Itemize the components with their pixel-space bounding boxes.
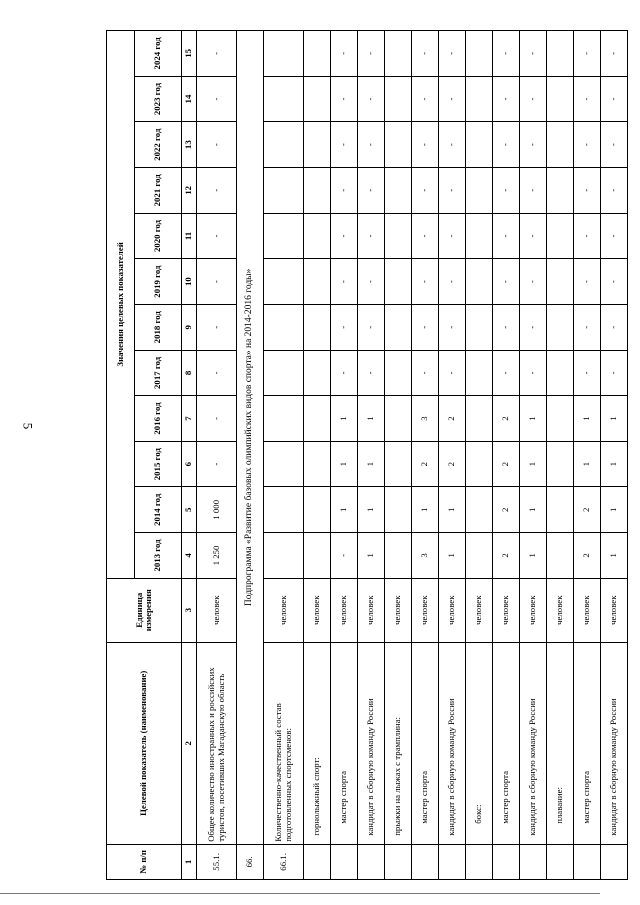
value-cell: - <box>439 122 466 168</box>
value-cell <box>304 168 331 214</box>
column-number: 13 <box>182 122 197 168</box>
value-cell <box>466 213 493 259</box>
value-cell: 1 000 <box>197 487 237 533</box>
value-cell <box>304 304 331 350</box>
value-cell <box>385 441 412 487</box>
value-cell: - <box>197 122 237 168</box>
row-number <box>520 844 547 879</box>
value-cell: - <box>493 168 520 214</box>
table-row <box>520 31 547 880</box>
indicator-name: мастер спорта <box>412 642 439 844</box>
col-header-unit: Единица измерения <box>107 578 182 642</box>
subprogram-row <box>237 31 264 880</box>
value-cell: 1 <box>331 396 358 442</box>
unit-cell: человек <box>466 578 493 642</box>
value-cell <box>385 31 412 77</box>
indicator-name: мастер спорта <box>493 642 520 844</box>
row-number <box>439 844 466 879</box>
row-number <box>547 844 574 879</box>
value-cell <box>264 350 304 396</box>
value-cell <box>385 76 412 122</box>
column-number: 8 <box>182 350 197 396</box>
value-cell: - <box>331 76 358 122</box>
value-cell <box>264 213 304 259</box>
year-header: 2019 год <box>135 259 182 305</box>
value-cell: - <box>574 122 601 168</box>
value-cell: - <box>493 259 520 305</box>
indicators-table <box>106 30 628 880</box>
value-cell <box>547 168 574 214</box>
row-number <box>493 844 520 879</box>
value-cell <box>385 304 412 350</box>
column-number: 15 <box>182 31 197 77</box>
value-cell: 1 <box>331 487 358 533</box>
value-cell: - <box>412 213 439 259</box>
value-cell: - <box>520 259 547 305</box>
column-number: 3 <box>182 578 197 642</box>
value-cell <box>304 76 331 122</box>
row-number <box>304 844 331 879</box>
value-cell: - <box>358 31 385 77</box>
column-number: 7 <box>182 396 197 442</box>
value-cell: 3 <box>412 533 439 579</box>
table-row <box>493 31 520 880</box>
table-row <box>197 31 237 880</box>
value-cell <box>304 213 331 259</box>
value-cell <box>304 350 331 396</box>
value-cell: - <box>439 350 466 396</box>
value-cell <box>264 259 304 305</box>
column-number: 4 <box>182 533 197 579</box>
row-number <box>574 844 601 879</box>
value-cell: 1 <box>358 441 385 487</box>
indicator-name: кандидат в сборную команду России <box>601 642 628 844</box>
indicator-name: Количественно-качественный состав подготовленных спортсменов: <box>264 642 304 844</box>
value-cell: - <box>331 122 358 168</box>
year-header: 2023 год <box>135 76 182 122</box>
value-cell <box>547 441 574 487</box>
value-cell <box>466 396 493 442</box>
value-cell: - <box>493 213 520 259</box>
column-number: 6 <box>182 441 197 487</box>
year-header: 2016 год <box>135 396 182 442</box>
value-cell: - <box>197 350 237 396</box>
value-cell: 1 <box>601 441 628 487</box>
value-cell: - <box>412 304 439 350</box>
row-number <box>601 844 628 879</box>
value-cell <box>547 396 574 442</box>
indicator-name: мастер спорта <box>574 642 601 844</box>
value-cell <box>547 487 574 533</box>
value-cell: 2 <box>574 487 601 533</box>
value-cell: 1 <box>601 396 628 442</box>
year-header: 2013 год <box>135 533 182 579</box>
row-number: 66.1. <box>264 844 304 879</box>
value-cell: - <box>601 259 628 305</box>
value-cell: - <box>601 76 628 122</box>
value-cell: - <box>412 168 439 214</box>
value-cell <box>466 76 493 122</box>
value-cell: 1 <box>331 441 358 487</box>
value-cell: - <box>520 122 547 168</box>
value-cell: - <box>574 259 601 305</box>
value-cell <box>385 259 412 305</box>
value-cell: 2 <box>493 396 520 442</box>
value-cell: - <box>439 213 466 259</box>
unit-cell: человек <box>412 578 439 642</box>
row-number <box>466 844 493 879</box>
column-number: 5 <box>182 487 197 533</box>
table-row <box>412 31 439 880</box>
column-number: 10 <box>182 259 197 305</box>
value-cell: - <box>439 304 466 350</box>
table-row <box>547 31 574 880</box>
value-cell: - <box>601 31 628 77</box>
value-cell <box>304 122 331 168</box>
year-header: 2024 год <box>135 31 182 77</box>
value-cell: - <box>197 396 237 442</box>
value-cell: - <box>493 350 520 396</box>
value-cell <box>547 350 574 396</box>
value-cell: - <box>412 350 439 396</box>
row-number <box>331 844 358 879</box>
indicator-name: кандидат в сборную команду России <box>520 642 547 844</box>
value-cell: 1 <box>574 396 601 442</box>
value-cell: 2 <box>493 533 520 579</box>
unit-cell: человек <box>601 578 628 642</box>
value-cell: - <box>601 304 628 350</box>
value-cell: - <box>574 76 601 122</box>
value-cell: 1 <box>439 533 466 579</box>
value-cell <box>547 213 574 259</box>
value-cell <box>466 168 493 214</box>
indicator-name: прыжки на лыжах с трамплина: <box>385 642 412 844</box>
value-cell: - <box>197 76 237 122</box>
value-cell <box>385 350 412 396</box>
value-cell: - <box>358 259 385 305</box>
value-cell: - <box>331 533 358 579</box>
value-cell: 1 <box>520 441 547 487</box>
col-header-indicator: Целевой показатель (наименование) <box>107 642 182 844</box>
year-header: 2021 год <box>135 168 182 214</box>
year-header: 2015 год <box>135 441 182 487</box>
value-cell: - <box>520 76 547 122</box>
column-number: 2 <box>182 642 197 844</box>
value-cell: - <box>197 213 237 259</box>
value-cell: 1 <box>439 487 466 533</box>
value-cell: - <box>412 76 439 122</box>
value-cell <box>385 487 412 533</box>
value-cell: - <box>358 304 385 350</box>
year-header: 2022 год <box>135 122 182 168</box>
indicator-name: мастер спорта <box>331 642 358 844</box>
value-cell <box>304 396 331 442</box>
value-cell <box>466 259 493 305</box>
table-row <box>264 31 304 880</box>
value-cell <box>385 122 412 168</box>
value-cell: - <box>601 350 628 396</box>
unit-cell: человек <box>547 578 574 642</box>
row-number <box>358 844 385 879</box>
value-cell <box>264 31 304 77</box>
unit-cell: человек <box>385 578 412 642</box>
value-cell: 1 <box>358 396 385 442</box>
value-cell: - <box>331 31 358 77</box>
value-cell <box>547 122 574 168</box>
row-number <box>385 844 412 879</box>
unit-cell: человек <box>304 578 331 642</box>
value-cell <box>264 533 304 579</box>
value-cell: - <box>520 213 547 259</box>
value-cell <box>466 122 493 168</box>
value-cell: - <box>197 31 237 77</box>
value-cell <box>304 441 331 487</box>
value-cell: - <box>439 76 466 122</box>
value-cell <box>547 259 574 305</box>
value-cell: - <box>412 31 439 77</box>
col-header-values: Значения целевых показателей <box>107 31 135 579</box>
value-cell: - <box>574 31 601 77</box>
value-cell: - <box>358 213 385 259</box>
value-cell: 3 <box>412 396 439 442</box>
value-cell: 1 <box>358 533 385 579</box>
column-number: 1 <box>182 844 197 879</box>
value-cell <box>385 396 412 442</box>
unit-cell: человек <box>574 578 601 642</box>
year-header: 2018 год <box>135 304 182 350</box>
unit-cell: человек <box>358 578 385 642</box>
row-number: 55.1. <box>197 844 237 879</box>
table-body <box>197 31 628 880</box>
value-cell <box>385 533 412 579</box>
value-cell <box>304 31 331 77</box>
value-cell <box>547 533 574 579</box>
unit-cell: человек <box>197 578 237 642</box>
value-cell: 1 <box>520 396 547 442</box>
table-row <box>601 31 628 880</box>
column-number: 9 <box>182 304 197 350</box>
value-cell: - <box>520 31 547 77</box>
value-cell <box>385 168 412 214</box>
value-cell: - <box>197 441 237 487</box>
value-cell: - <box>520 350 547 396</box>
value-cell <box>264 122 304 168</box>
value-cell <box>264 304 304 350</box>
value-cell: 1 <box>520 487 547 533</box>
value-cell: 2 <box>493 487 520 533</box>
value-cell: 2 <box>439 396 466 442</box>
value-cell: - <box>601 122 628 168</box>
value-cell: - <box>358 76 385 122</box>
table-row <box>304 31 331 880</box>
value-cell: - <box>358 122 385 168</box>
table-row <box>358 31 385 880</box>
indicator-name: кандидат в сборную команду России <box>358 642 385 844</box>
value-cell: 1 250 <box>197 533 237 579</box>
value-cell: - <box>331 350 358 396</box>
value-cell: 1 <box>520 533 547 579</box>
value-cell: - <box>520 304 547 350</box>
value-cell <box>466 304 493 350</box>
value-cell: - <box>493 76 520 122</box>
table-row <box>331 31 358 880</box>
indicator-name: кандидат в сборную команду России <box>439 642 466 844</box>
value-cell: 2 <box>412 441 439 487</box>
value-cell <box>547 76 574 122</box>
value-cell: - <box>331 213 358 259</box>
value-cell: - <box>439 168 466 214</box>
subprogram-title: Подпрограмма «Развитие базовых олимпийских видов спорта» на 2014-2016 годы» <box>237 31 264 845</box>
value-cell: - <box>439 31 466 77</box>
unit-cell: человек <box>439 578 466 642</box>
value-cell <box>547 304 574 350</box>
value-cell: - <box>331 259 358 305</box>
value-cell: - <box>412 259 439 305</box>
value-cell: - <box>574 304 601 350</box>
value-cell <box>264 396 304 442</box>
value-cell: - <box>574 350 601 396</box>
rotated-page <box>86 0 619 905</box>
indicator-name: бокс: <box>466 642 493 844</box>
value-cell <box>466 441 493 487</box>
indicator-name: Общее количество иностранных и российских туристов, посетивших Магаданскую область <box>197 642 237 844</box>
value-cell <box>466 487 493 533</box>
value-cell <box>466 533 493 579</box>
table-row <box>574 31 601 880</box>
table-row <box>385 31 412 880</box>
unit-cell: человек <box>493 578 520 642</box>
row-number <box>412 844 439 879</box>
value-cell <box>264 168 304 214</box>
value-cell: 1 <box>574 441 601 487</box>
value-cell: - <box>358 350 385 396</box>
value-cell: - <box>331 304 358 350</box>
year-header: 2017 год <box>135 350 182 396</box>
value-cell <box>466 350 493 396</box>
table-row <box>439 31 466 880</box>
value-cell: - <box>601 168 628 214</box>
value-cell: - <box>439 259 466 305</box>
value-cell: - <box>358 168 385 214</box>
bottom-rule <box>0 893 600 894</box>
value-cell <box>466 31 493 77</box>
unit-cell: человек <box>264 578 304 642</box>
value-cell <box>264 441 304 487</box>
value-cell: - <box>412 122 439 168</box>
value-cell: 1 <box>412 487 439 533</box>
table-row <box>466 31 493 880</box>
value-cell: - <box>197 259 237 305</box>
value-cell: - <box>574 168 601 214</box>
col-header-num: № п/п <box>107 844 182 879</box>
value-cell: - <box>493 122 520 168</box>
column-numbers-row <box>182 31 197 880</box>
value-cell: 1 <box>601 487 628 533</box>
unit-cell: человек <box>520 578 547 642</box>
value-cell: - <box>331 168 358 214</box>
column-number: 12 <box>182 168 197 214</box>
value-cell: 2 <box>493 441 520 487</box>
value-cell <box>547 31 574 77</box>
value-cell <box>304 259 331 305</box>
row-number: 66. <box>237 844 264 879</box>
value-cell: 2 <box>439 441 466 487</box>
value-cell: 1 <box>358 487 385 533</box>
value-cell: - <box>601 213 628 259</box>
value-cell: - <box>574 213 601 259</box>
value-cell: - <box>197 168 237 214</box>
value-cell: - <box>493 304 520 350</box>
value-cell <box>264 76 304 122</box>
value-cell <box>385 213 412 259</box>
page-number: 5 <box>20 422 36 430</box>
year-header: 2020 год <box>135 213 182 259</box>
value-cell: 1 <box>601 533 628 579</box>
column-number: 14 <box>182 76 197 122</box>
value-cell <box>304 533 331 579</box>
value-cell <box>304 487 331 533</box>
column-number: 11 <box>182 213 197 259</box>
indicator-name: плавание: <box>547 642 574 844</box>
value-cell <box>264 487 304 533</box>
indicator-name: горнолыжный спорт: <box>304 642 331 844</box>
year-header: 2014 год <box>135 487 182 533</box>
value-cell: - <box>493 31 520 77</box>
value-cell: - <box>197 304 237 350</box>
value-cell: 2 <box>574 533 601 579</box>
unit-cell: человек <box>331 578 358 642</box>
value-cell: - <box>520 168 547 214</box>
